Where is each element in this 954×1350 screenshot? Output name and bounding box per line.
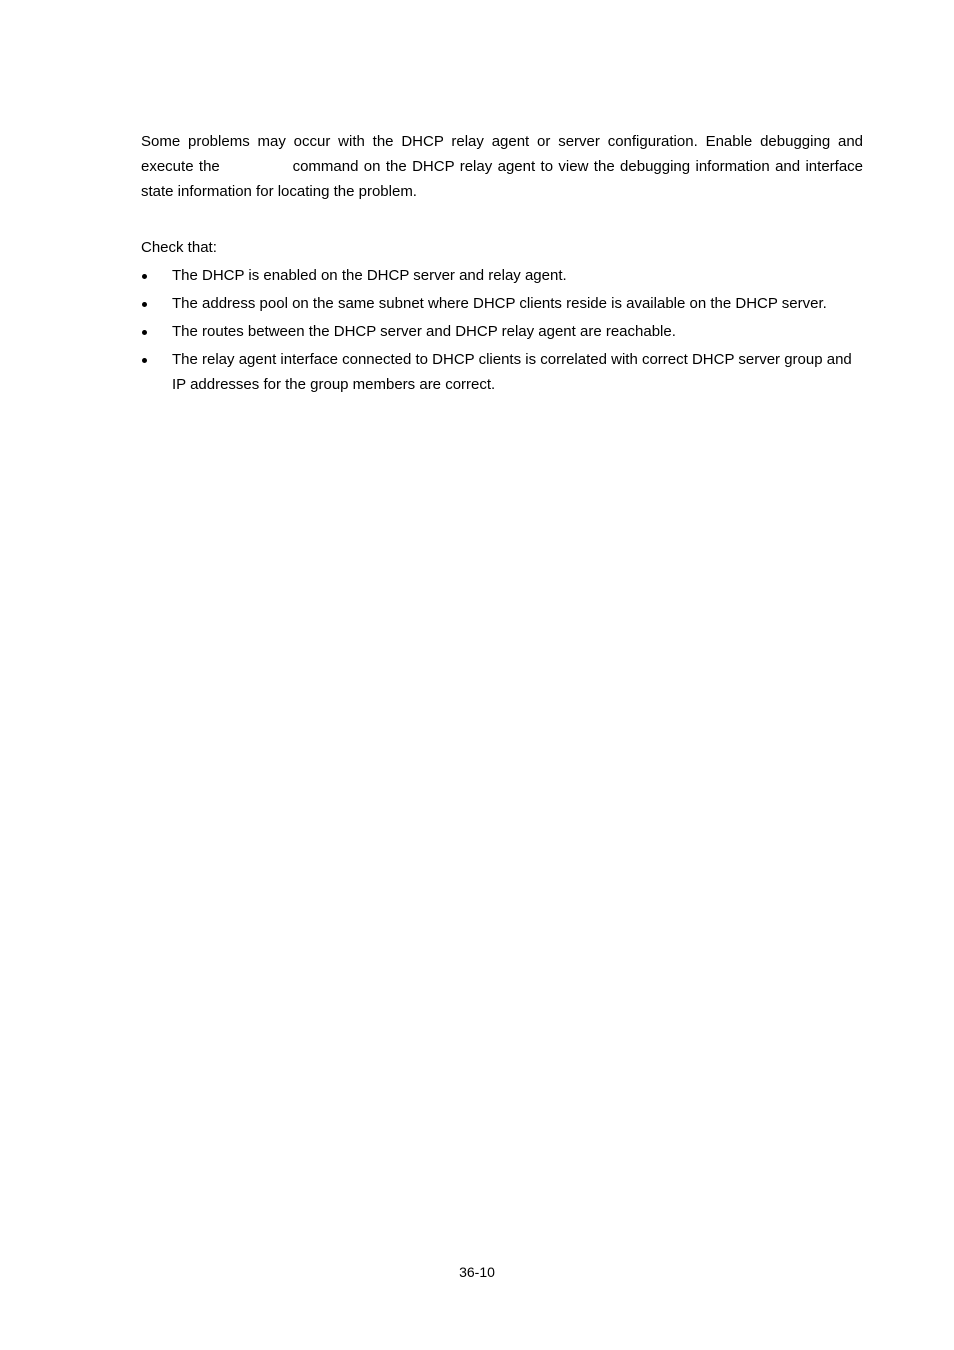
list-item-text: The address pool on the same subnet where DHCP clients reside is available on the DHCP server.	[172, 295, 827, 312]
page-number: 36-10	[459, 1264, 495, 1280]
troubleshooting-paragraph	[141, 129, 863, 204]
paragraph-text-end: command on the DHCP relay agent to view the debugging information and interface state information for locating the problem.	[141, 158, 864, 200]
list-item-text: The relay agent interface connected to DHCP clients is correlated with correct DHCP server group and IP addresses for the group members are correct.	[172, 351, 852, 393]
list-item	[141, 319, 863, 344]
list-item-text: The DHCP is enabled on the DHCP server and relay agent.	[172, 267, 567, 284]
list-item	[141, 263, 863, 288]
list-item-text: The routes between the DHCP server and DHCP relay agent are reachable.	[172, 323, 676, 340]
page-content	[141, 129, 863, 400]
bullet-icon	[142, 302, 147, 307]
bullet-icon	[142, 358, 147, 363]
list-item	[141, 291, 863, 316]
check-list	[141, 263, 863, 397]
bullet-icon	[142, 274, 147, 279]
bullet-icon	[142, 330, 147, 335]
check-heading: Check that:	[141, 239, 217, 256]
list-item	[141, 347, 863, 397]
paragraph-text-start: Some problems may occur with the DHCP relay agent or server configuration. Enable debugging and execute the	[141, 133, 863, 175]
